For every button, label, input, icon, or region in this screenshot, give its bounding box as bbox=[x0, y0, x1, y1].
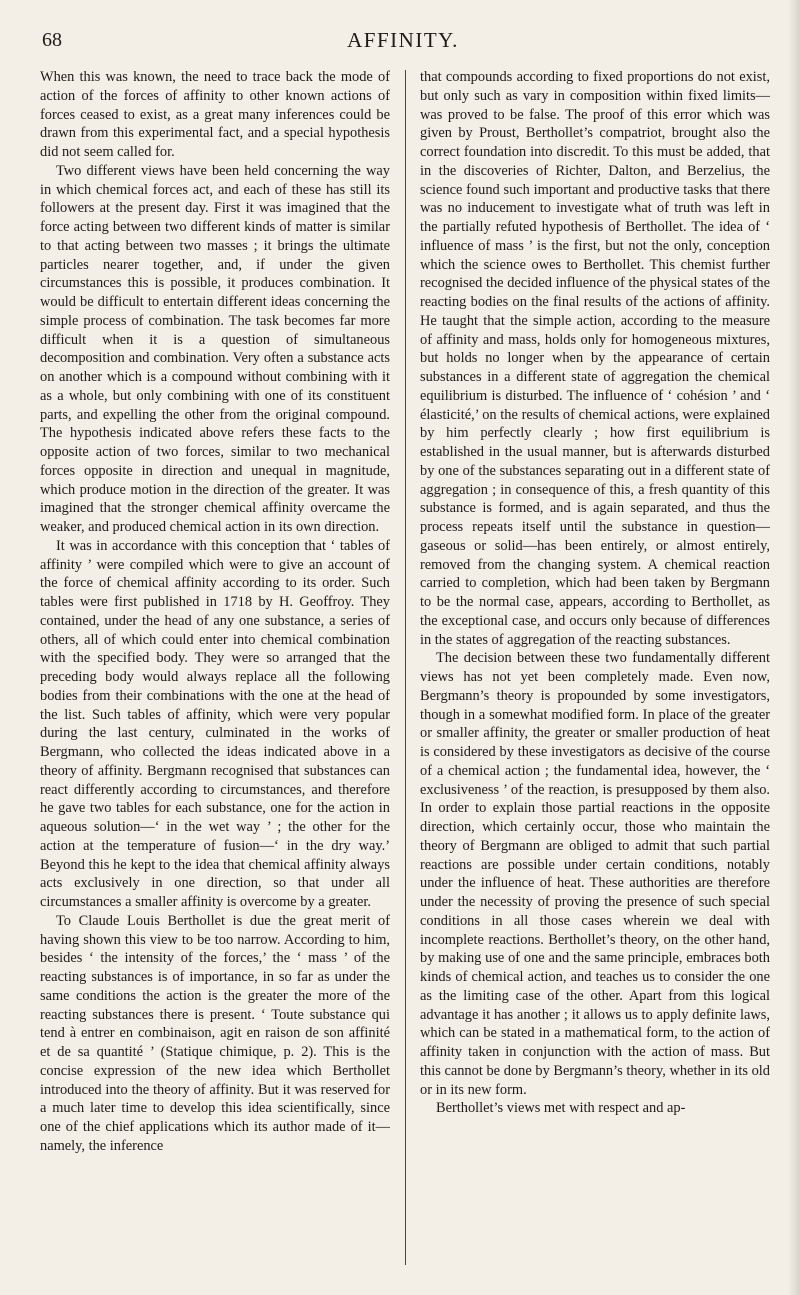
paragraph: that compounds according to fixed proportions do not exist, but only such as vary in composition within fixed limits—was proved to be false. The proof of this error which was given by Proust, Berthollet’s compatriot, brought also the correct foundation into discredit. To this must be added, that in the discoveries of Richter, Dalton, and Berzelius, the science found such important and productive tasks that there was no inducement to investigate what of truth was left in the partially refuted hypothesis of Berthollet. The idea of ‘ influence of mass ’ is the first, but not the only, conception which the science owes to Berthollet. This chemist further recognised the decided influence of the physical states of the reacting bodies on the final results of the actions of affinity. He taught that the simple action, according to the measure of affinity and mass, holds only for homogeneous mixtures, but holds no longer when by the appearance of certain substances in a different state of aggregation the chemical equilibrium is disturbed. The influence of ‘ cohésion ’ and ‘ élasticité,’ on the results of chemical actions, were explained by him perfectly clearly ; how first equilibrium is established in the usual manner, but is afterwards disturbed by one of the substances separating out in a different state of aggregation ; in consequence of this, a fresh quantity of this substance is formed, and is again separated, and thus the process repeats itself until the substance in question—gaseous or solid—has been entirely, or almost entirely, removed from the changing system. A chemical reaction carried to completion, which had been taken by Bergmann to be the normal case, appears, according to Berthollet, as the exceptional case, and occurs only because of differences in the states of aggregation of the reacting substances. bbox=[420, 69, 770, 648]
body-columns bbox=[40, 68, 770, 1278]
page-number: 68 bbox=[42, 29, 62, 51]
right-column bbox=[420, 68, 770, 1278]
paragraph: To Claude Louis Berthollet is due the great merit of having shown this view to be too narrow. According to him, besides ‘ the intensity of the forces,’ the ‘ mass ’ of the reacting substances is of importance, in so far as under the same conditions the action is the greater the more of the reacting substances there is present. ‘ Toute substance qui tend à entrer en combinaison, agit en raison de son affinité et de sa quantité ’ (Statique chimique, p. 2). This is the concise expression of the new idea which Berthollet introduced into the theory of affinity. But it was reserved for a much later time to develop this idea scientifically, since one of the chief applications which its author made of it—namely, the inference bbox=[40, 912, 390, 1154]
left-column bbox=[40, 68, 390, 1278]
page-header bbox=[42, 26, 764, 56]
paragraph: When this was known, the need to trace back the mode of action of the forces of affinity to other known actions of forces ceased to exist, as a great many inferences could be drawn from this experimental fact, and a special hypothesis did not seem called for. bbox=[40, 69, 390, 160]
page-edge-shadow bbox=[788, 0, 800, 1295]
paragraph: It was in accordance with this conception that ‘ tables of affinity ’ were compiled which were to give an account of the force of chemical affinity according to its order. Such tables were first published in 1718 by H. Geoffroy. They contained, under the head of any one substance, a series of others, all of which could enter into chemical combination with the specified body. They were so arranged that the preceding body would always replace all the following bodies from their combinations with the one at the head of the list. Such tables of affinity, which were very popular during the last century, culminated in the works of Bergmann, who collected the ideas indicated above in a theory of affinity. Bergmann recognised that substances can react differently according to circumstances, and therefore he gave two tables for each substance, one for the action in aqueous solution—‘ in the wet way ’ ; the other for the action at the temperature of fusion—‘ in the dry way.’ Beyond this he kept to the idea that chemical affinity always acts exclusively in one direction, so that under all circumstances a smaller affinity is overcome by a greater. bbox=[40, 537, 390, 910]
paragraph: The decision between these two fundamentally different views has not yet been completely made. Even now, Bergmann’s theory is propounded by some investigators, though in a somewhat modified form. In place of the greater or smaller affinity, the greater or smaller production of heat is considered by these investigators as decisive of the course of a chemical action ; the fundamental idea, however, the ‘ exclusiveness ’ of the reaction, is presupposed by them also. In order to explain those partial reactions in the opposite direction, which certainly occur, those who maintain the theory of Bergmann are obliged to admit that such partial reactions are possible under certain conditions, notably under the influence of heat. These authorities are therefore under the necessity of proving the presence of such special conditions in all those cases wherein we deal with incomplete reactions. Berthollet’s theory, on the other hand, by making use of one and the same principle, embraces both kinds of chemical action, and teaches us to consider the one as the limiting case of the other. Apart from this logical advantage it has another ; it allows us to apply definite laws, which can be stated in a mathematical form, to the action of affinity taken in conjunction with the action of mass. But this cannot be done by Bergmann’s theory, whether in its old or in its new form. bbox=[420, 650, 770, 1098]
column-divider bbox=[405, 70, 406, 1265]
running-head: AFFINITY. bbox=[347, 28, 459, 52]
paragraph: Berthollet’s views met with respect and ap- bbox=[436, 1100, 686, 1117]
paragraph: Two different views have been held concerning the way in which chemical forces act, and each of these has still its followers at the present day. First it was imagined that the force acting between two different kinds of matter is similar to that acting between two masses ; it brings the ultimate particles nearer together, and, if under the given circumstances this is possible, it produces combination. It would be difficult to entertain different ideas concerning the simple process of combination. The task becomes far more difficult when it is a question of simultaneous decomposition and combination. Very often a substance acts on another which is a compound without combining with it as a whole, but only combining with one of its constituent parts, and expelling the other from the original compound. The hypothesis indicated above refers these facts to the opposite action of two forces, similar to two mechanical forces opposite in direction and unequal in magnitude, which produce motion in the direction of the greater. It was imagined that the stronger chemical affinity overcame the weaker, and produced chemical action in its own direction. bbox=[40, 162, 390, 535]
